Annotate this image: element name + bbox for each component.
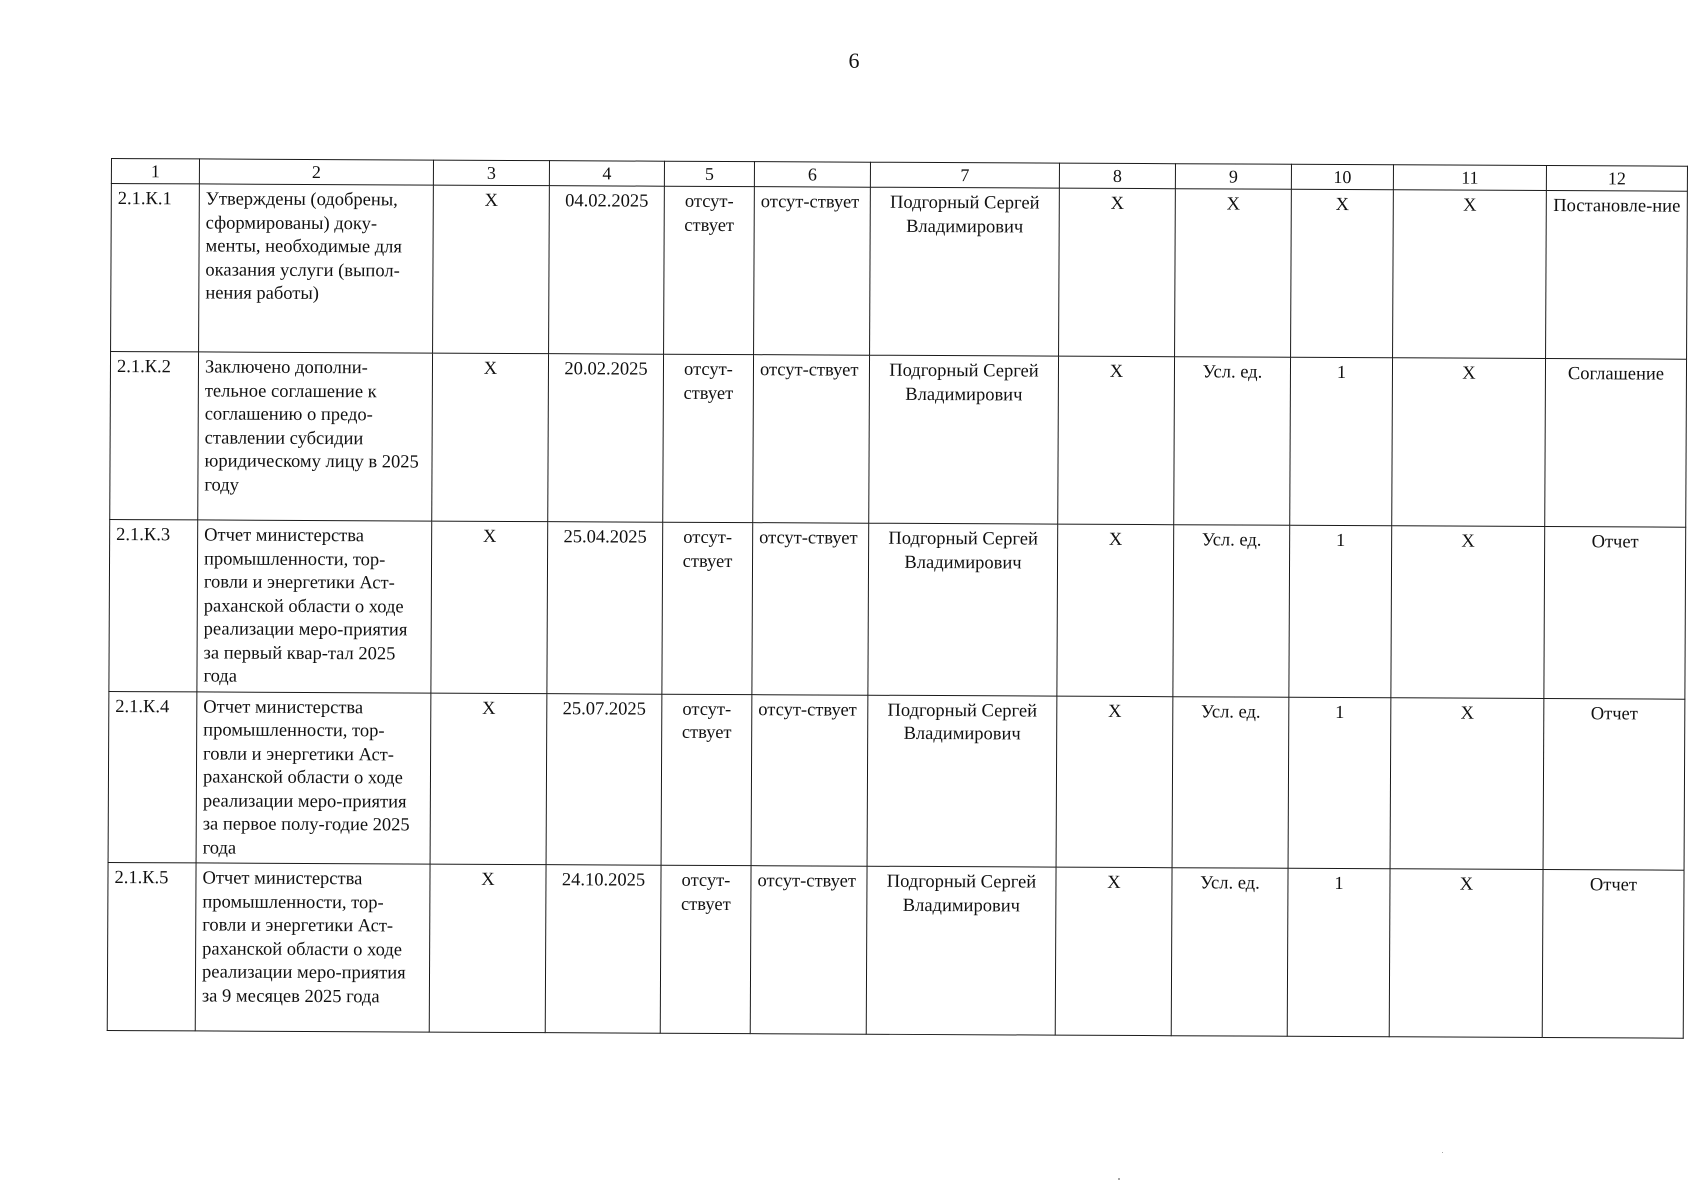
- row-value: 1: [1290, 357, 1393, 525]
- row-col11: X: [1391, 526, 1545, 698]
- row-unit: Усл. ед.: [1173, 525, 1290, 697]
- row-col8: X: [1059, 188, 1176, 357]
- row-date: 25.07.2025: [546, 693, 662, 865]
- row-col3: X: [433, 185, 550, 354]
- row-col11: X: [1392, 358, 1546, 527]
- scan-speck: [1442, 1152, 1443, 1153]
- row-value: 1: [1289, 525, 1392, 697]
- row-responsible: Подгорный Сергей Владимирович: [867, 695, 1057, 867]
- row-col5: отсут-ствует: [662, 522, 753, 694]
- row-responsible: Подгорный Сергей Владимирович: [870, 187, 1060, 356]
- row-code: 2.1.К.5: [107, 862, 196, 1030]
- row-col3: X: [432, 353, 549, 522]
- header-cell: 11: [1393, 165, 1546, 191]
- table-row: [108, 691, 1685, 870]
- row-col6: отсут-ствует: [750, 866, 867, 1035]
- row-document: Отчет: [1544, 527, 1686, 699]
- row-date: 20.02.2025: [548, 354, 664, 523]
- row-col3: X: [429, 864, 546, 1033]
- header-cell: 2: [199, 159, 433, 185]
- table-row: [109, 519, 1686, 698]
- row-value: X: [1291, 189, 1394, 357]
- row-document: Соглашение: [1545, 359, 1687, 528]
- row-col5: отсут-ствует: [661, 694, 752, 866]
- row-col8: X: [1055, 867, 1172, 1036]
- row-description: Утверждены (одобрены, сформированы) доку-менты, необходимые для оказания услуги (выпол-нения работы): [199, 184, 434, 353]
- row-col3: X: [430, 693, 547, 865]
- row-description: Отчет министерства промышленности, тор-говли и энергетики Аст-раханской области о ходе реализации меро-приятия за первый квар-тал 2025 года: [197, 520, 432, 693]
- row-col8: X: [1058, 356, 1175, 525]
- row-col5: отсут-ствует: [660, 865, 751, 1033]
- row-col3: X: [431, 521, 548, 693]
- header-cell: 7: [870, 162, 1059, 188]
- row-date: 25.04.2025: [547, 522, 663, 694]
- header-cell: 1: [111, 159, 199, 184]
- row-responsible: Подгорный Сергей Владимирович: [866, 866, 1056, 1035]
- row-description: Отчет министерства промышленности, тор-говли и энергетики Аст-раханской области о ходе реализации меро-приятия за первое полу-годие 2025 года: [196, 691, 431, 864]
- row-document: Отчет: [1543, 698, 1685, 870]
- row-description: Заключено дополни-тельное соглашение к соглашению о предо-ставлении субсидии юридическому лицу в 2025 году: [198, 352, 433, 521]
- row-document: Отчет: [1542, 870, 1684, 1039]
- row-col6: отсут-ствует: [754, 187, 871, 356]
- row-col6: отсут-ствует: [752, 523, 869, 695]
- table-row: [107, 862, 1684, 1038]
- row-col11: X: [1390, 697, 1544, 869]
- row-code: 2.1.К.4: [108, 691, 197, 863]
- row-responsible: Подгорный Сергей Владимирович: [868, 523, 1058, 695]
- row-code: 2.1.К.1: [111, 184, 200, 352]
- row-col5: отсут-ствует: [663, 354, 754, 522]
- header-cell: 9: [1175, 164, 1291, 190]
- row-value: 1: [1288, 697, 1391, 869]
- row-unit: Усл. ед.: [1172, 696, 1289, 868]
- row-date: 24.10.2025: [545, 865, 661, 1034]
- header-cell: 12: [1546, 166, 1687, 192]
- row-col6: отсут-ствует: [753, 355, 870, 524]
- row-col11: X: [1393, 190, 1547, 359]
- row-code: 2.1.К.3: [109, 519, 198, 691]
- scan-speck: [1118, 1178, 1120, 1180]
- row-document: Постановле-ние: [1546, 191, 1688, 360]
- row-col8: X: [1056, 696, 1173, 868]
- header-cell: 10: [1291, 164, 1393, 189]
- table-row: [111, 184, 1688, 360]
- row-col5: отсут-ствует: [664, 186, 755, 354]
- row-col11: X: [1389, 869, 1543, 1038]
- row-col6: отсут-ствует: [751, 694, 868, 866]
- header-cell: 4: [549, 161, 664, 187]
- row-date: 04.02.2025: [549, 186, 665, 355]
- header-cell: 3: [433, 160, 549, 186]
- row-description: Отчет министерства промышленности, тор-говли и энергетики Аст-раханской области о ходе реализации меро-приятия за 9 месяцев 2025 года: [195, 863, 430, 1032]
- row-unit: Усл. ед.: [1174, 357, 1291, 526]
- header-cell: 8: [1059, 163, 1175, 189]
- header-cell: 5: [664, 161, 754, 186]
- row-code: 2.1.К.2: [110, 352, 199, 520]
- row-unit: Усл. ед.: [1171, 868, 1288, 1037]
- page-number: 6: [848, 48, 860, 73]
- row-col8: X: [1057, 524, 1174, 696]
- header-cell: 6: [754, 162, 870, 188]
- plan-table: [107, 158, 1688, 1039]
- row-responsible: Подгорный Сергей Владимирович: [869, 355, 1059, 524]
- table-row: [110, 352, 1687, 528]
- row-unit: X: [1175, 189, 1292, 358]
- row-value: 1: [1287, 868, 1390, 1036]
